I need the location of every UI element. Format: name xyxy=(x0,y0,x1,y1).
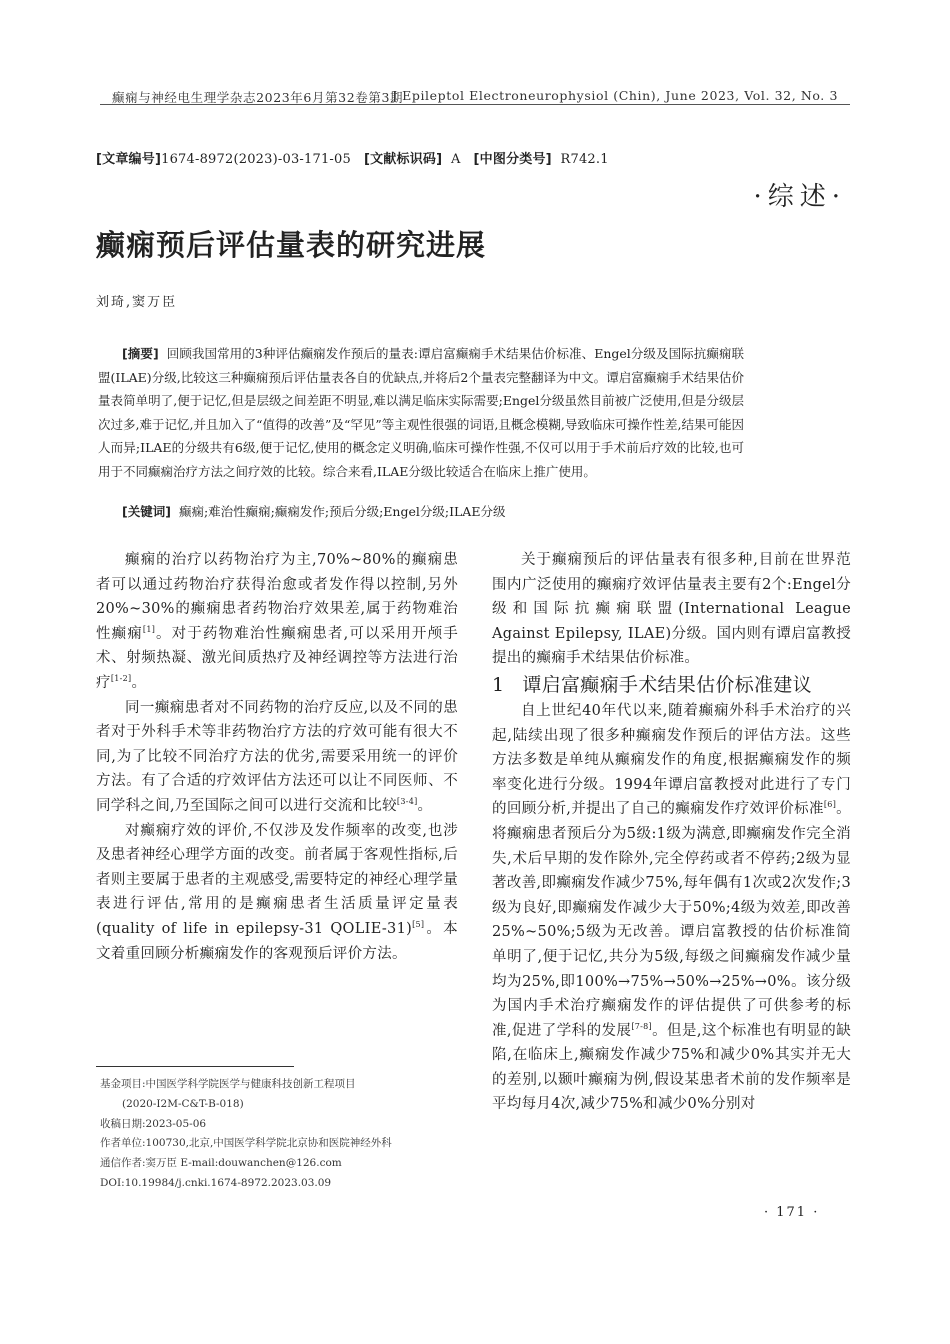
abstract-label: [摘要] xyxy=(122,346,159,361)
class-label: [中图分类号] xyxy=(473,152,552,167)
body-column-left xyxy=(96,548,458,966)
footnote-divider xyxy=(96,1066,294,1067)
section-number: 1 xyxy=(492,673,505,696)
class-no: R742.1 xyxy=(560,152,609,167)
abstract-text: 回顾我国常用的3种评估癫痫发作预后的量表:谭启富癫痫手术结果估价标准、Engel分级及国际抗癫痫联盟(ILAE)分级,比较这三种癫痫预后评估量表各自的优缺点,并将后2个量表完整翻译为中文。谭启富癫痫手术结果估价量表简单明了,便于记忆,但是层级之间差距不明显,难以满足临床实际需要;Engel分级虽然目前被广泛使用,但是分级层次过多,难于记忆,并且加入了“值得的改善”及“罕见”等主观性很强的词语,且概念模糊,导致临床可操作性差,结果可能因人而异;ILAE的分级共有6级,便于记忆,使用的概念定义明确,临床可操作性强,不仅可以用于手术前后疗效的比较,也可用于不同癫痫治疗方法之间疗效的比较。综合来看,ILAE分级比较适合在临床上推广使用。 xyxy=(98,346,744,479)
paragraph: 癫痫的治疗以药物治疗为主,70%~80%的癫痫患者可以通过药物治疗获得治愈或者发作得以控制,另外20%~30%的癫痫患者药物治疗效果差,属于药物难治性癫痫[1]。对于药物难治性癫痫患者,可以采用开颅手术、射频热凝、激光间质热疗及神经调控等方法进行治疗[1-2]。 xyxy=(96,552,459,691)
doc-code: A xyxy=(450,152,461,167)
citation[interactable]: [6] xyxy=(823,800,837,810)
keywords-label: [关键词] xyxy=(122,504,171,519)
paragraph: 关于癫痫预后的评估量表有很多种,目前在世界范围内广泛使用的癫痫疗效评估量表主要有2个:Engel分级和国际抗癫痫联盟(International League Against Epilepsy, ILAE)分级。国内则有谭启富教授提出的癫痫手术结果估价标准。 xyxy=(492,552,851,667)
affiliation: 作者单位:100730,北京,中国医学科学院北京协和医院神经外科 xyxy=(100,1137,392,1150)
citation[interactable]: [3-4] xyxy=(396,796,418,806)
running-header-left: 癫痫与神经电生理学杂志2023年6月第32卷第3期 xyxy=(112,90,404,105)
correspondence: 通信作者:窦万臣 E-mail:douwanchen@126.com xyxy=(100,1157,342,1170)
fund-note-code: (2020-I2M-C&T-B-018) xyxy=(122,1097,244,1110)
article-no: 1674-8972(2023)-03-171-05 xyxy=(161,152,351,167)
authors: 刘琦,窦万臣 xyxy=(96,295,178,310)
body-column-right xyxy=(492,548,851,1117)
section-title: 谭启富癫痫手术结果估价标准建议 xyxy=(522,673,812,696)
paragraph: 自上世纪40年代以来,随着癫痫外科手术治疗的兴起,陆续出现了很多种癫痫发作预后的评估方法。这些方法多数是单纯从癫痫发作的角度,根据癫痫发作的频率变化进行分级。1994年谭启富教授对此进行了专门的回顾分析,并提出了自己的癫痫发作疗效评价标准[6]。将癫痫患者预后分为5级:1级为满意,即癫痫发作完全消失,术后早期的发作除外,完全停药或者不停药;2级为显著改善,即癫痫发作减少75%,每年偶有1次或2次发作;3级为良好,即癫痫发作减少大于50%;4级为效差,即改善25%~50%;5级为无改善。谭启富教授的估价标准简单明了,便于记忆,共分为5级,每级之间癫痫发作减少量均为25%,即100%→75%→50%→25%→0%。该分级为国内手术治疗癫痫发作的评估提供了可供参考的标准,促进了学科的发展[7-8]。但是,这个标准也有明显的缺陷,在临床上,癫痫发作减少75%和减少0%其实并无大的差别,以颞叶癫痫为例,假设某患者术前的发作频率是平均每月4次,减少75%和减少0%分别对 xyxy=(492,702,851,1113)
header-divider xyxy=(100,104,850,105)
article-title: 癫痫预后评估量表的研究进展 xyxy=(96,228,487,262)
received-date: 收稿日期:2023-05-06 xyxy=(100,1117,207,1130)
paragraph: 对癫痫疗效的评价,不仅涉及发作频率的改变,也涉及患者神经心理学方面的改变。前者属于客观性指标,后者则主要属于患者的主观感受,需要特定的神经心理学量表进行评估,常用的是癫痫患者生活质量评定量表(quality of life in epilepsy-31 QOLIE-31)[5]。本文着重回顾分析癫痫发作的客观预后评价方法。 xyxy=(96,822,458,962)
page-number: · 171 · xyxy=(764,1205,820,1220)
section-heading xyxy=(492,671,851,699)
keywords-text: 癫痫;难治性癫痫;癫痫发作;预后分级;Engel分级;ILAE分级 xyxy=(178,504,506,519)
section-tag: ·综述· xyxy=(753,182,846,212)
citation[interactable]: [1] xyxy=(142,624,156,634)
article-meta xyxy=(96,148,609,167)
abstract xyxy=(98,342,744,483)
doi[interactable]: DOI:10.19984/j.cnki.1674-8972.2023.03.09 xyxy=(100,1176,332,1189)
fund-note: 基金项目:中国医学科学院医学与健康科技创新工程项目 xyxy=(100,1078,356,1090)
keywords xyxy=(98,502,744,522)
citation[interactable]: [1-2] xyxy=(110,673,132,683)
footnotes xyxy=(100,1075,460,1194)
running-header-right: J Epileptol Electroneurophysiol (Chin), June 2023, Vol. 32, No. 3 xyxy=(391,88,838,103)
citation[interactable]: [5] xyxy=(412,919,425,929)
doc-code-label: [文献标识码] xyxy=(363,152,443,167)
citation[interactable]: [7-8] xyxy=(631,1021,652,1031)
paragraph: 同一癫痫患者对不同药物的治疗反应,以及不同的患者对于外科手术等非药物治疗方法的疗效可能有很大不同,为了比较不同治疗方法的优劣,需要采用统一的评价方法。有了合适的疗效评估方法还可以让不同医师、不同学科之间,乃至国际之间可以进行交流和比较[3-4]。 xyxy=(96,699,458,814)
article-no-label: [文章编号] xyxy=(96,152,162,167)
